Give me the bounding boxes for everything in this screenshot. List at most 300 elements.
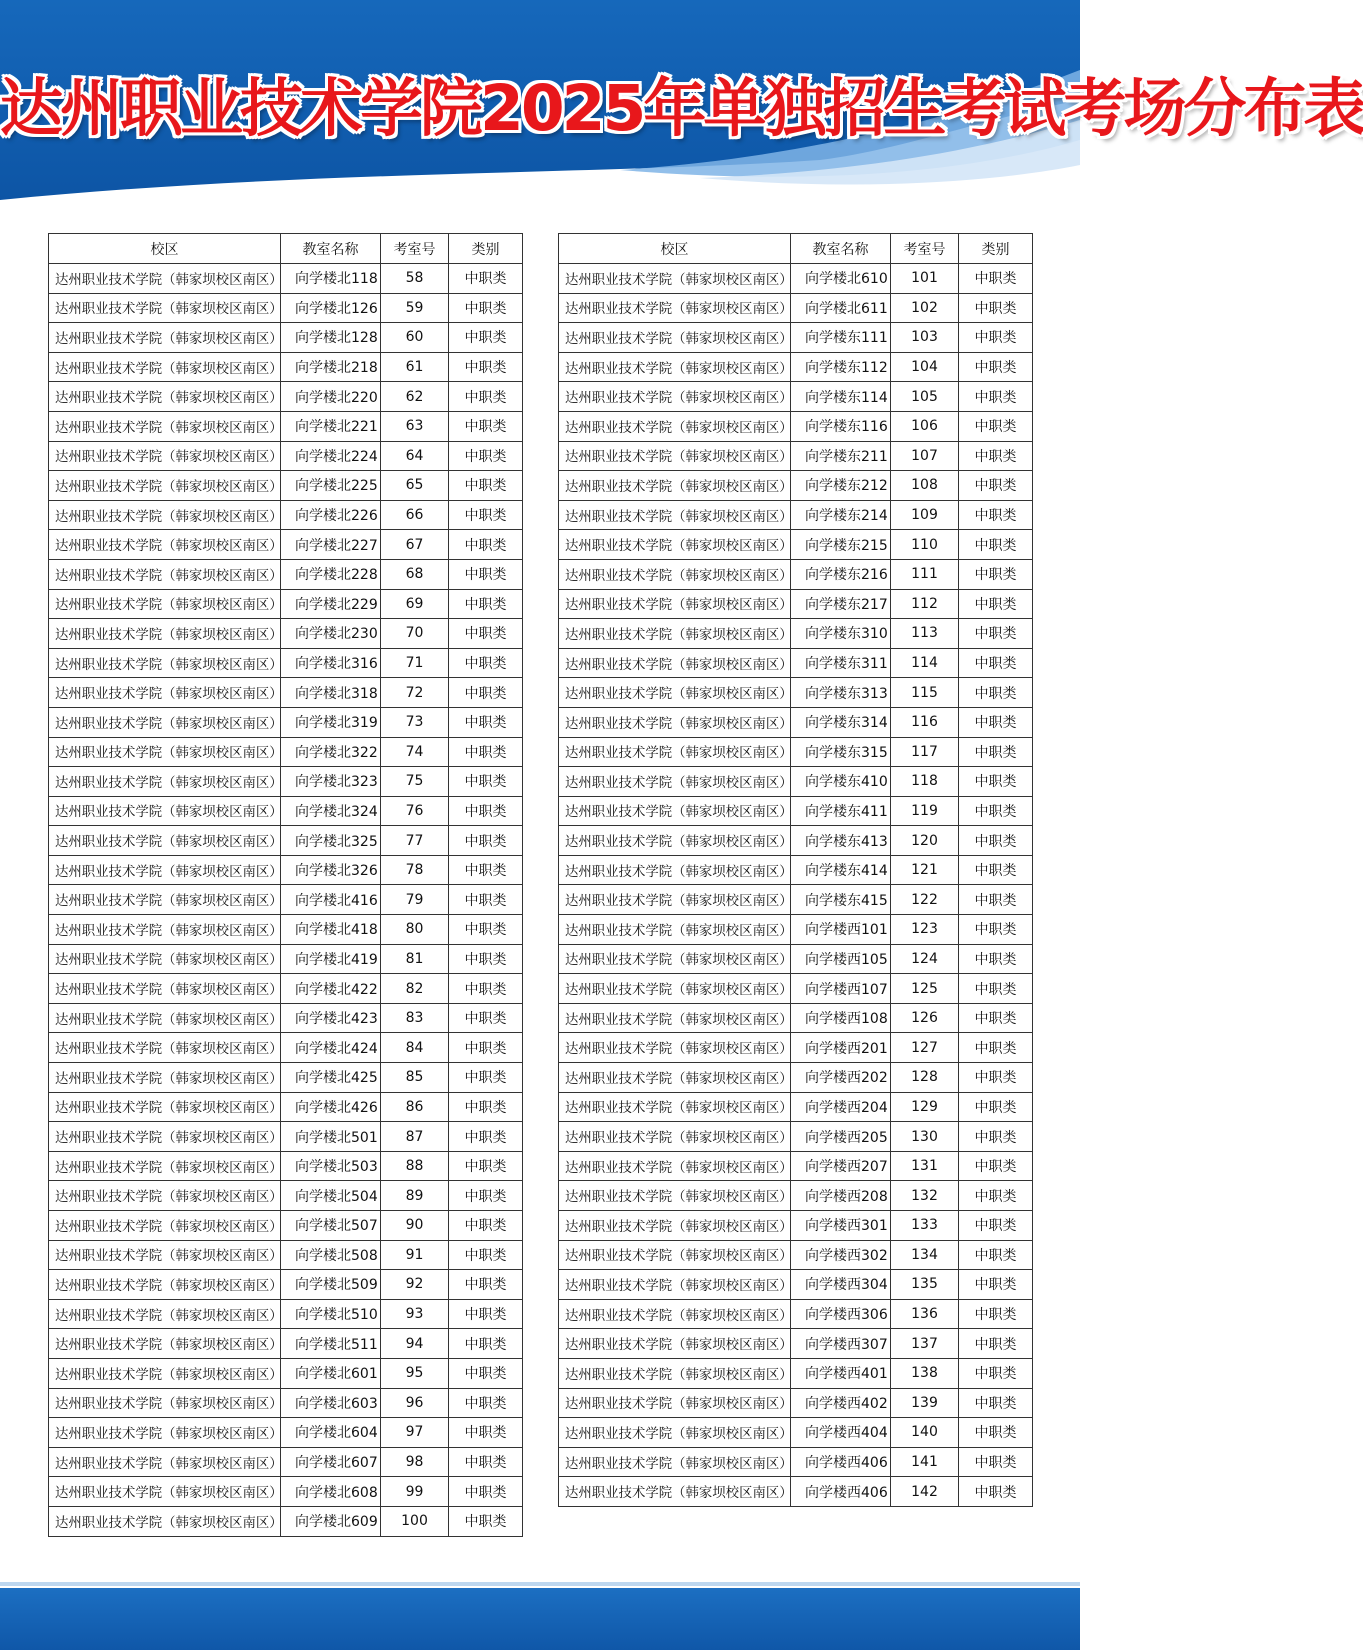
cell-room-name: 向学楼西404 bbox=[791, 1418, 891, 1448]
cell-campus: 达州职业技术学院（韩家坝校区南区） bbox=[49, 352, 281, 382]
page-title: 达州职业技术学院2025年单独招生考试考场分布表 bbox=[0, 72, 1363, 145]
cell-category: 中职类 bbox=[959, 1003, 1033, 1033]
cell-room-name: 向学楼东415 bbox=[791, 885, 891, 915]
cell-category: 中职类 bbox=[959, 885, 1033, 915]
cell-room-number: 73 bbox=[381, 707, 449, 737]
cell-room-name: 向学楼西307 bbox=[791, 1329, 891, 1359]
cell-room-name: 向学楼北322 bbox=[281, 737, 381, 767]
cell-category: 中职类 bbox=[959, 1418, 1033, 1448]
cell-campus: 达州职业技术学院（韩家坝校区南区） bbox=[49, 1033, 281, 1063]
cell-category: 中职类 bbox=[959, 1447, 1033, 1477]
table-row bbox=[49, 974, 523, 1004]
cell-campus: 达州职业技术学院（韩家坝校区南区） bbox=[559, 264, 791, 294]
cell-category: 中职类 bbox=[449, 1477, 523, 1507]
cell-campus: 达州职业技术学院（韩家坝校区南区） bbox=[49, 471, 281, 501]
cell-room-name: 向学楼北601 bbox=[281, 1358, 381, 1388]
header-room-name: 教室名称 bbox=[791, 234, 891, 264]
cell-room-name: 向学楼西202 bbox=[791, 1063, 891, 1093]
cell-category: 中职类 bbox=[449, 264, 523, 294]
cell-room-number: 68 bbox=[381, 559, 449, 589]
cell-category: 中职类 bbox=[449, 855, 523, 885]
cell-room-number: 58 bbox=[381, 264, 449, 294]
cell-campus: 达州职业技术学院（韩家坝校区南区） bbox=[559, 1181, 791, 1211]
cell-room-number: 87 bbox=[381, 1122, 449, 1152]
cell-category: 中职类 bbox=[959, 1063, 1033, 1093]
cell-campus: 达州职业技术学院（韩家坝校区南区） bbox=[559, 530, 791, 560]
cell-room-number: 119 bbox=[891, 796, 959, 826]
header-campus: 校区 bbox=[49, 234, 281, 264]
cell-room-name: 向学楼东212 bbox=[791, 471, 891, 501]
cell-campus: 达州职业技术学院（韩家坝校区南区） bbox=[559, 1151, 791, 1181]
cell-campus: 达州职业技术学院（韩家坝校区南区） bbox=[559, 411, 791, 441]
cell-room-name: 向学楼北325 bbox=[281, 826, 381, 856]
table-row bbox=[49, 382, 523, 412]
cell-category: 中职类 bbox=[959, 1181, 1033, 1211]
cell-campus: 达州职业技术学院（韩家坝校区南区） bbox=[559, 1447, 791, 1477]
cell-room-name: 向学楼北423 bbox=[281, 1003, 381, 1033]
table-row bbox=[559, 500, 1033, 530]
cell-campus: 达州职业技术学院（韩家坝校区南区） bbox=[49, 1003, 281, 1033]
cell-room-number: 90 bbox=[381, 1211, 449, 1241]
cell-category: 中职类 bbox=[449, 915, 523, 945]
cell-room-number: 89 bbox=[381, 1181, 449, 1211]
cell-category: 中职类 bbox=[959, 323, 1033, 353]
cell-campus: 达州职业技术学院（韩家坝校区南区） bbox=[49, 1270, 281, 1300]
cell-room-number: 134 bbox=[891, 1240, 959, 1270]
table-header-row bbox=[559, 234, 1033, 264]
cell-campus: 达州职业技术学院（韩家坝校区南区） bbox=[559, 1270, 791, 1300]
header-room-name: 教室名称 bbox=[281, 234, 381, 264]
cell-room-number: 113 bbox=[891, 619, 959, 649]
table-row bbox=[559, 1329, 1033, 1359]
table-row bbox=[559, 767, 1033, 797]
cell-category: 中职类 bbox=[449, 471, 523, 501]
cell-room-number: 141 bbox=[891, 1447, 959, 1477]
cell-campus: 达州职业技术学院（韩家坝校区南区） bbox=[49, 589, 281, 619]
cell-room-number: 124 bbox=[891, 944, 959, 974]
cell-campus: 达州职业技术学院（韩家坝校区南区） bbox=[49, 678, 281, 708]
cell-campus: 达州职业技术学院（韩家坝校区南区） bbox=[559, 1477, 791, 1507]
cell-room-number: 95 bbox=[381, 1358, 449, 1388]
cell-campus: 达州职业技术学院（韩家坝校区南区） bbox=[49, 648, 281, 678]
cell-room-name: 向学楼西107 bbox=[791, 974, 891, 1004]
cell-room-name: 向学楼西402 bbox=[791, 1388, 891, 1418]
table-row bbox=[49, 1299, 523, 1329]
cell-campus: 达州职业技术学院（韩家坝校区南区） bbox=[49, 411, 281, 441]
cell-category: 中职类 bbox=[449, 1033, 523, 1063]
cell-room-name: 向学楼西401 bbox=[791, 1358, 891, 1388]
cell-room-name: 向学楼西105 bbox=[791, 944, 891, 974]
cell-campus: 达州职业技术学院（韩家坝校区南区） bbox=[559, 1329, 791, 1359]
header-banner bbox=[0, 0, 1363, 210]
cell-room-number: 64 bbox=[381, 441, 449, 471]
cell-room-number: 142 bbox=[891, 1477, 959, 1507]
cell-campus: 达州职业技术学院（韩家坝校区南区） bbox=[49, 826, 281, 856]
cell-category: 中职类 bbox=[959, 411, 1033, 441]
cell-category: 中职类 bbox=[449, 1388, 523, 1418]
cell-category: 中职类 bbox=[449, 767, 523, 797]
cell-room-name: 向学楼西406 bbox=[791, 1447, 891, 1477]
cell-category: 中职类 bbox=[449, 1063, 523, 1093]
table-row bbox=[559, 530, 1033, 560]
cell-room-name: 向学楼北229 bbox=[281, 589, 381, 619]
cell-room-name: 向学楼东211 bbox=[791, 441, 891, 471]
cell-category: 中职类 bbox=[449, 737, 523, 767]
cell-category: 中职类 bbox=[959, 767, 1033, 797]
table-row bbox=[559, 323, 1033, 353]
footer-divider bbox=[0, 1582, 1080, 1586]
cell-campus: 达州职业技术学院（韩家坝校区南区） bbox=[559, 293, 791, 323]
table-row bbox=[49, 1211, 523, 1241]
header-category: 类别 bbox=[959, 234, 1033, 264]
cell-category: 中职类 bbox=[959, 530, 1033, 560]
cell-campus: 达州职业技术学院（韩家坝校区南区） bbox=[559, 648, 791, 678]
cell-category: 中职类 bbox=[449, 1358, 523, 1388]
cell-room-name: 向学楼西301 bbox=[791, 1211, 891, 1241]
cell-room-number: 88 bbox=[381, 1151, 449, 1181]
cell-room-number: 67 bbox=[381, 530, 449, 560]
cell-room-name: 向学楼北611 bbox=[791, 293, 891, 323]
cell-room-name: 向学楼北426 bbox=[281, 1092, 381, 1122]
table-row bbox=[49, 1240, 523, 1270]
cell-room-name: 向学楼西101 bbox=[791, 915, 891, 945]
cell-room-number: 128 bbox=[891, 1063, 959, 1093]
cell-room-number: 131 bbox=[891, 1151, 959, 1181]
cell-category: 中职类 bbox=[959, 352, 1033, 382]
cell-category: 中职类 bbox=[959, 264, 1033, 294]
cell-room-name: 向学楼北511 bbox=[281, 1329, 381, 1359]
table-row bbox=[49, 441, 523, 471]
table-row bbox=[49, 293, 523, 323]
table-row bbox=[49, 707, 523, 737]
table-row bbox=[559, 293, 1033, 323]
table-row bbox=[49, 915, 523, 945]
cell-room-name: 向学楼北318 bbox=[281, 678, 381, 708]
table-row bbox=[49, 648, 523, 678]
cell-room-number: 110 bbox=[891, 530, 959, 560]
cell-campus: 达州职业技术学院（韩家坝校区南区） bbox=[49, 1211, 281, 1241]
exam-room-table-right bbox=[558, 233, 1033, 1507]
table-row bbox=[559, 1388, 1033, 1418]
cell-campus: 达州职业技术学院（韩家坝校区南区） bbox=[49, 1506, 281, 1536]
table-row bbox=[559, 1447, 1033, 1477]
table-row bbox=[559, 382, 1033, 412]
cell-campus: 达州职业技术学院（韩家坝校区南区） bbox=[559, 796, 791, 826]
table-row bbox=[49, 1270, 523, 1300]
cell-room-number: 102 bbox=[891, 293, 959, 323]
table-row bbox=[559, 441, 1033, 471]
cell-room-number: 74 bbox=[381, 737, 449, 767]
table-row bbox=[49, 1151, 523, 1181]
cell-room-number: 82 bbox=[381, 974, 449, 1004]
cell-room-name: 向学楼东217 bbox=[791, 589, 891, 619]
cell-room-name: 向学楼北118 bbox=[281, 264, 381, 294]
cell-room-number: 126 bbox=[891, 1003, 959, 1033]
table-row bbox=[49, 589, 523, 619]
cell-campus: 达州职业技术学院（韩家坝校区南区） bbox=[49, 1122, 281, 1152]
table-row bbox=[49, 1033, 523, 1063]
cell-category: 中职类 bbox=[449, 411, 523, 441]
cell-campus: 达州职业技术学院（韩家坝校区南区） bbox=[559, 1211, 791, 1241]
cell-room-name: 向学楼东413 bbox=[791, 826, 891, 856]
table-row bbox=[49, 796, 523, 826]
cell-campus: 达州职业技术学院（韩家坝校区南区） bbox=[49, 1299, 281, 1329]
cell-room-name: 向学楼东111 bbox=[791, 323, 891, 353]
cell-category: 中职类 bbox=[959, 1358, 1033, 1388]
cell-room-number: 77 bbox=[381, 826, 449, 856]
table-row bbox=[559, 855, 1033, 885]
table-row bbox=[559, 1270, 1033, 1300]
table-row bbox=[559, 1063, 1033, 1093]
cell-room-name: 向学楼北609 bbox=[281, 1506, 381, 1536]
cell-room-name: 向学楼北425 bbox=[281, 1063, 381, 1093]
cell-room-number: 122 bbox=[891, 885, 959, 915]
cell-room-number: 108 bbox=[891, 471, 959, 501]
cell-room-number: 86 bbox=[381, 1092, 449, 1122]
cell-room-name: 向学楼北225 bbox=[281, 471, 381, 501]
cell-room-number: 94 bbox=[381, 1329, 449, 1359]
cell-category: 中职类 bbox=[449, 1003, 523, 1033]
cell-room-number: 125 bbox=[891, 974, 959, 1004]
cell-room-number: 116 bbox=[891, 707, 959, 737]
cell-room-number: 92 bbox=[381, 1270, 449, 1300]
table-row bbox=[49, 885, 523, 915]
table-row bbox=[49, 619, 523, 649]
cell-campus: 达州职业技术学院（韩家坝校区南区） bbox=[49, 915, 281, 945]
cell-campus: 达州职业技术学院（韩家坝校区南区） bbox=[49, 737, 281, 767]
cell-room-name: 向学楼北226 bbox=[281, 500, 381, 530]
cell-room-name: 向学楼西208 bbox=[791, 1181, 891, 1211]
cell-room-name: 向学楼东214 bbox=[791, 500, 891, 530]
cell-campus: 达州职业技术学院（韩家坝校区南区） bbox=[559, 826, 791, 856]
cell-room-name: 向学楼北424 bbox=[281, 1033, 381, 1063]
cell-campus: 达州职业技术学院（韩家坝校区南区） bbox=[49, 559, 281, 589]
cell-category: 中职类 bbox=[449, 293, 523, 323]
table-row bbox=[559, 1003, 1033, 1033]
table-row bbox=[49, 1181, 523, 1211]
table-row bbox=[559, 264, 1033, 294]
cell-category: 中职类 bbox=[449, 885, 523, 915]
cell-room-name: 向学楼东411 bbox=[791, 796, 891, 826]
cell-campus: 达州职业技术学院（韩家坝校区南区） bbox=[559, 1122, 791, 1152]
cell-room-number: 138 bbox=[891, 1358, 959, 1388]
cell-room-number: 85 bbox=[381, 1063, 449, 1093]
cell-campus: 达州职业技术学院（韩家坝校区南区） bbox=[49, 1181, 281, 1211]
table-row bbox=[49, 323, 523, 353]
cell-room-number: 123 bbox=[891, 915, 959, 945]
table-row bbox=[559, 826, 1033, 856]
cell-category: 中职类 bbox=[449, 619, 523, 649]
cell-room-name: 向学楼北608 bbox=[281, 1477, 381, 1507]
cell-category: 中职类 bbox=[449, 796, 523, 826]
cell-category: 中职类 bbox=[959, 826, 1033, 856]
table-row bbox=[559, 1181, 1033, 1211]
cell-room-name: 向学楼北224 bbox=[281, 441, 381, 471]
cell-category: 中职类 bbox=[959, 441, 1033, 471]
cell-category: 中职类 bbox=[449, 1270, 523, 1300]
cell-category: 中职类 bbox=[959, 974, 1033, 1004]
cell-room-name: 向学楼东216 bbox=[791, 559, 891, 589]
cell-category: 中职类 bbox=[449, 1240, 523, 1270]
table-row bbox=[559, 678, 1033, 708]
cell-room-number: 130 bbox=[891, 1122, 959, 1152]
cell-room-name: 向学楼北503 bbox=[281, 1151, 381, 1181]
table-row bbox=[49, 1329, 523, 1359]
cell-room-number: 117 bbox=[891, 737, 959, 767]
cell-room-number: 98 bbox=[381, 1447, 449, 1477]
cell-room-name: 向学楼北230 bbox=[281, 619, 381, 649]
cell-category: 中职类 bbox=[959, 500, 1033, 530]
cell-category: 中职类 bbox=[959, 1299, 1033, 1329]
cell-campus: 达州职业技术学院（韩家坝校区南区） bbox=[49, 1388, 281, 1418]
cell-campus: 达州职业技术学院（韩家坝校区南区） bbox=[559, 619, 791, 649]
table-row bbox=[49, 1122, 523, 1152]
cell-campus: 达州职业技术学院（韩家坝校区南区） bbox=[49, 323, 281, 353]
cell-room-number: 70 bbox=[381, 619, 449, 649]
cell-campus: 达州职业技术学院（韩家坝校区南区） bbox=[559, 559, 791, 589]
table-row bbox=[559, 471, 1033, 501]
cell-campus: 达州职业技术学院（韩家坝校区南区） bbox=[559, 1358, 791, 1388]
cell-room-name: 向学楼北418 bbox=[281, 915, 381, 945]
table-row bbox=[49, 559, 523, 589]
cell-campus: 达州职业技术学院（韩家坝校区南区） bbox=[559, 1092, 791, 1122]
cell-category: 中职类 bbox=[959, 293, 1033, 323]
cell-campus: 达州职业技术学院（韩家坝校区南区） bbox=[559, 1033, 791, 1063]
cell-room-number: 81 bbox=[381, 944, 449, 974]
table-row bbox=[49, 500, 523, 530]
cell-category: 中职类 bbox=[959, 382, 1033, 412]
cell-category: 中职类 bbox=[449, 1506, 523, 1536]
cell-room-name: 向学楼北227 bbox=[281, 530, 381, 560]
cell-category: 中职类 bbox=[959, 855, 1033, 885]
cell-category: 中职类 bbox=[959, 915, 1033, 945]
cell-room-number: 83 bbox=[381, 1003, 449, 1033]
table-row bbox=[559, 1211, 1033, 1241]
cell-room-name: 向学楼北419 bbox=[281, 944, 381, 974]
table-row bbox=[559, 1418, 1033, 1448]
header-campus: 校区 bbox=[559, 234, 791, 264]
cell-campus: 达州职业技术学院（韩家坝校区南区） bbox=[49, 796, 281, 826]
cell-room-number: 115 bbox=[891, 678, 959, 708]
cell-room-name: 向学楼北509 bbox=[281, 1270, 381, 1300]
cell-room-number: 107 bbox=[891, 441, 959, 471]
cell-category: 中职类 bbox=[959, 707, 1033, 737]
table-row bbox=[49, 1447, 523, 1477]
cell-campus: 达州职业技术学院（韩家坝校区南区） bbox=[49, 264, 281, 294]
cell-room-name: 向学楼北501 bbox=[281, 1122, 381, 1152]
cell-category: 中职类 bbox=[449, 1418, 523, 1448]
table-row bbox=[559, 1092, 1033, 1122]
cell-category: 中职类 bbox=[449, 1151, 523, 1181]
cell-room-number: 101 bbox=[891, 264, 959, 294]
cell-room-number: 93 bbox=[381, 1299, 449, 1329]
cell-category: 中职类 bbox=[959, 559, 1033, 589]
footer-band bbox=[0, 1588, 1080, 1650]
table-row bbox=[559, 885, 1033, 915]
cell-room-name: 向学楼北508 bbox=[281, 1240, 381, 1270]
table-row bbox=[559, 619, 1033, 649]
table-row bbox=[49, 1506, 523, 1536]
cell-category: 中职类 bbox=[449, 1329, 523, 1359]
cell-category: 中职类 bbox=[959, 1092, 1033, 1122]
cell-room-name: 向学楼北510 bbox=[281, 1299, 381, 1329]
table-row bbox=[49, 826, 523, 856]
cell-room-name: 向学楼西205 bbox=[791, 1122, 891, 1152]
cell-category: 中职类 bbox=[959, 471, 1033, 501]
table-row bbox=[49, 530, 523, 560]
cell-room-number: 63 bbox=[381, 411, 449, 441]
cell-campus: 达州职业技术学院（韩家坝校区南区） bbox=[559, 915, 791, 945]
cell-room-name: 向学楼北422 bbox=[281, 974, 381, 1004]
cell-category: 中职类 bbox=[449, 648, 523, 678]
cell-category: 中职类 bbox=[959, 1270, 1033, 1300]
cell-category: 中职类 bbox=[959, 1240, 1033, 1270]
cell-campus: 达州职业技术学院（韩家坝校区南区） bbox=[49, 1240, 281, 1270]
table-row bbox=[559, 1240, 1033, 1270]
cell-room-number: 71 bbox=[381, 648, 449, 678]
cell-campus: 达州职业技术学院（韩家坝校区南区） bbox=[49, 855, 281, 885]
cell-room-number: 91 bbox=[381, 1240, 449, 1270]
cell-room-name: 向学楼北416 bbox=[281, 885, 381, 915]
cell-room-name: 向学楼东315 bbox=[791, 737, 891, 767]
cell-category: 中职类 bbox=[449, 559, 523, 589]
cell-room-name: 向学楼西204 bbox=[791, 1092, 891, 1122]
cell-category: 中职类 bbox=[959, 796, 1033, 826]
table-row bbox=[49, 737, 523, 767]
cell-category: 中职类 bbox=[449, 826, 523, 856]
cell-category: 中职类 bbox=[959, 648, 1033, 678]
cell-room-number: 66 bbox=[381, 500, 449, 530]
cell-room-name: 向学楼北603 bbox=[281, 1388, 381, 1418]
table-row bbox=[49, 767, 523, 797]
cell-campus: 达州职业技术学院（韩家坝校区南区） bbox=[49, 293, 281, 323]
cell-campus: 达州职业技术学院（韩家坝校区南区） bbox=[559, 885, 791, 915]
cell-campus: 达州职业技术学院（韩家坝校区南区） bbox=[559, 1063, 791, 1093]
cell-room-name: 向学楼北220 bbox=[281, 382, 381, 412]
cell-campus: 达州职业技术学院（韩家坝校区南区） bbox=[559, 441, 791, 471]
cell-campus: 达州职业技术学院（韩家坝校区南区） bbox=[49, 1329, 281, 1359]
table-row bbox=[49, 1358, 523, 1388]
cell-campus: 达州职业技术学院（韩家坝校区南区） bbox=[559, 944, 791, 974]
cell-category: 中职类 bbox=[959, 1388, 1033, 1418]
cell-category: 中职类 bbox=[959, 944, 1033, 974]
table-row bbox=[559, 974, 1033, 1004]
cell-room-number: 137 bbox=[891, 1329, 959, 1359]
table-row bbox=[49, 1063, 523, 1093]
cell-category: 中职类 bbox=[449, 707, 523, 737]
cell-category: 中职类 bbox=[449, 441, 523, 471]
cell-campus: 达州职业技术学院（韩家坝校区南区） bbox=[559, 1418, 791, 1448]
cell-room-number: 99 bbox=[381, 1477, 449, 1507]
cell-category: 中职类 bbox=[959, 1329, 1033, 1359]
cell-room-name: 向学楼东114 bbox=[791, 382, 891, 412]
table-row bbox=[49, 264, 523, 294]
cell-campus: 达州职业技术学院（韩家坝校区南区） bbox=[49, 1151, 281, 1181]
cell-campus: 达州职业技术学院（韩家坝校区南区） bbox=[559, 974, 791, 1004]
cell-room-name: 向学楼东410 bbox=[791, 767, 891, 797]
header-category: 类别 bbox=[449, 234, 523, 264]
cell-category: 中职类 bbox=[449, 1092, 523, 1122]
cell-room-name: 向学楼北319 bbox=[281, 707, 381, 737]
cell-room-number: 104 bbox=[891, 352, 959, 382]
cell-category: 中职类 bbox=[959, 1033, 1033, 1063]
cell-room-name: 向学楼北610 bbox=[791, 264, 891, 294]
cell-room-name: 向学楼东314 bbox=[791, 707, 891, 737]
cell-room-name: 向学楼西406 bbox=[791, 1477, 891, 1507]
cell-room-name: 向学楼东310 bbox=[791, 619, 891, 649]
cell-campus: 达州职业技术学院（韩家坝校区南区） bbox=[559, 1240, 791, 1270]
table-row bbox=[49, 411, 523, 441]
